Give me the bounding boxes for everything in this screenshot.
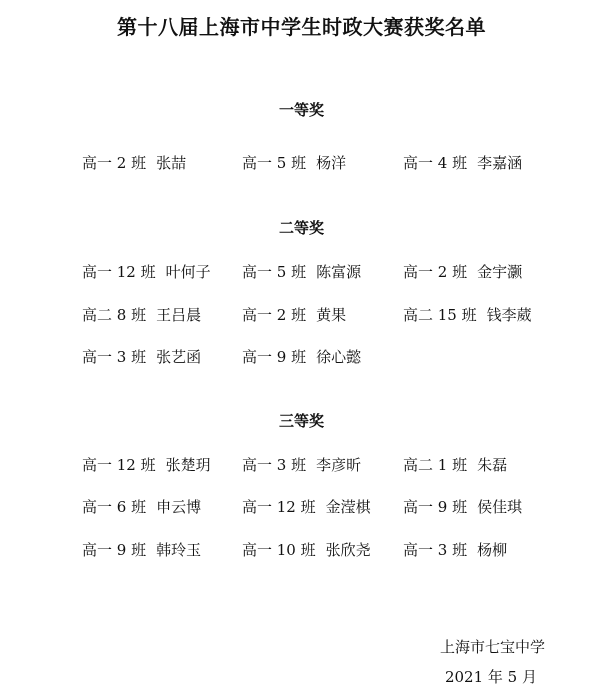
award-entry (403, 496, 522, 518)
award-entry (403, 454, 507, 476)
student-name: 李嘉涵 (477, 154, 523, 172)
school-signature: 上海市七宝中学 (439, 638, 545, 656)
class-label: 高一 3 班 (242, 456, 307, 474)
student-name: 申云博 (156, 498, 202, 516)
student-name: 张艺函 (156, 348, 202, 366)
class-label: 高一 4 班 (403, 154, 468, 172)
award-row (0, 261, 603, 283)
student-name: 韩玲玉 (156, 541, 202, 559)
award-entry (403, 539, 507, 561)
student-name: 张欣尧 (325, 541, 371, 559)
student-name: 李彦昕 (316, 456, 362, 474)
award-entry (82, 261, 211, 283)
award-entry (82, 496, 201, 518)
award-entry (82, 539, 201, 561)
student-name: 朱磊 (477, 456, 508, 474)
class-label: 高二 1 班 (403, 456, 468, 474)
section-heading-first-prize: 一等奖 (278, 101, 324, 119)
award-entry (242, 496, 371, 518)
class-label: 高一 12 班 (82, 456, 156, 474)
class-label: 高一 12 班 (242, 498, 316, 516)
student-name: 张喆 (156, 154, 187, 172)
class-label: 高一 5 班 (242, 263, 307, 281)
section-heading-third-prize: 三等奖 (278, 412, 324, 430)
class-label: 高二 8 班 (82, 306, 147, 324)
student-name: 陈富源 (316, 263, 362, 281)
class-label: 高一 9 班 (82, 541, 147, 559)
award-entry (242, 346, 361, 368)
student-name: 杨柳 (477, 541, 508, 559)
award-row (0, 454, 603, 476)
class-label: 高一 10 班 (242, 541, 316, 559)
section-heading-second-prize: 二等奖 (278, 219, 324, 237)
student-name: 王吕晨 (156, 306, 202, 324)
award-entry (403, 261, 522, 283)
student-name: 金滢棋 (325, 498, 371, 516)
award-entry (242, 454, 361, 476)
award-entry (242, 152, 346, 174)
award-entry (82, 152, 186, 174)
class-label: 高一 3 班 (82, 348, 147, 366)
award-row (0, 539, 603, 561)
student-name: 金宇灏 (477, 263, 523, 281)
student-name: 张楚玥 (165, 456, 211, 474)
page-title: 第十八届上海市中学生时政大赛获奖名单 (117, 15, 486, 39)
award-entry (403, 304, 532, 326)
award-row (0, 496, 603, 518)
award-entry (242, 539, 371, 561)
class-label: 高一 12 班 (82, 263, 156, 281)
award-entry (82, 454, 211, 476)
student-name: 钱李葳 (486, 306, 532, 324)
student-name: 叶何子 (165, 263, 211, 281)
class-label: 高一 6 班 (82, 498, 147, 516)
issue-date: 2021 年 5 月 (444, 668, 537, 686)
class-label: 高一 2 班 (403, 263, 468, 281)
award-row (0, 152, 603, 174)
class-label: 高一 5 班 (242, 154, 307, 172)
award-entry (242, 261, 361, 283)
student-name: 徐心懿 (316, 348, 362, 366)
class-label: 高一 2 班 (242, 306, 307, 324)
student-name: 黄果 (316, 306, 347, 324)
class-label: 高一 9 班 (403, 498, 468, 516)
award-row (0, 304, 603, 326)
class-label: 高二 15 班 (403, 306, 477, 324)
student-name: 杨洋 (316, 154, 347, 172)
award-entry (82, 304, 201, 326)
award-entry (242, 304, 346, 326)
award-row (0, 346, 603, 368)
class-label: 高一 9 班 (242, 348, 307, 366)
class-label: 高一 2 班 (82, 154, 147, 172)
student-name: 侯佳琪 (477, 498, 523, 516)
award-entry (82, 346, 201, 368)
award-entry (403, 152, 522, 174)
class-label: 高一 3 班 (403, 541, 468, 559)
